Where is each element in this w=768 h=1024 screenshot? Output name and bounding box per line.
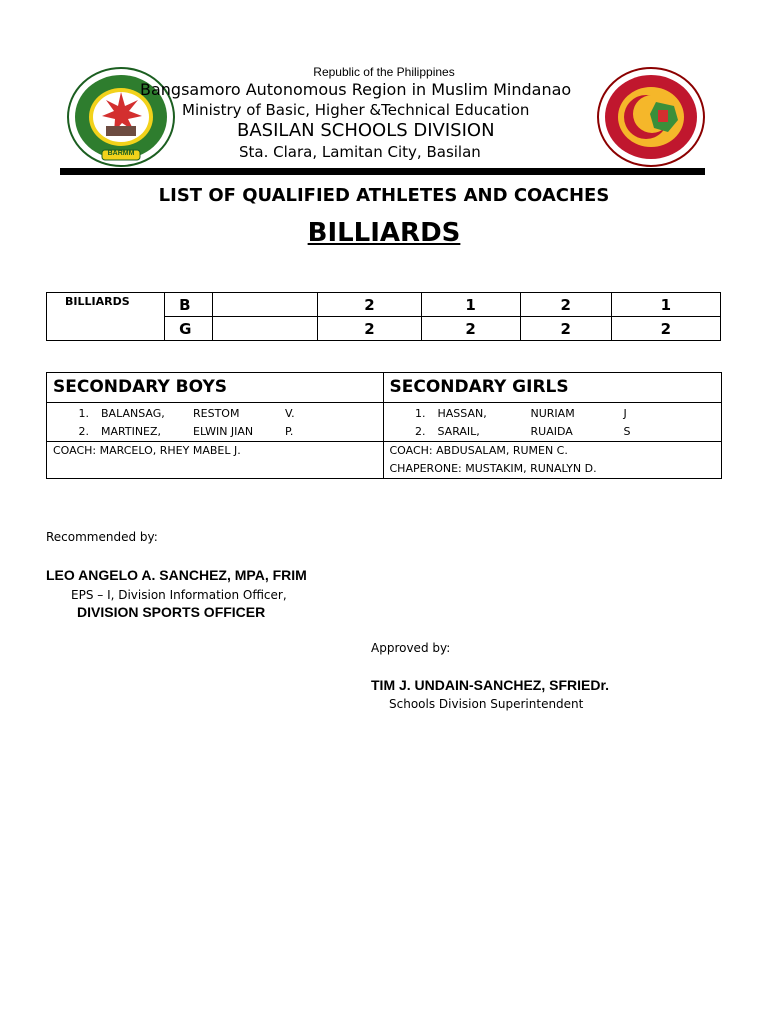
list-item: [384, 422, 722, 440]
header-region: Bangsamoro Autonomous Region in Muslim Mindanao: [140, 80, 572, 99]
quota-cell: 2: [318, 317, 421, 341]
quota-cell: 2: [611, 317, 720, 341]
athlete-middle-initial: J: [623, 406, 627, 420]
quota-row-boys: [47, 293, 721, 317]
boys-athlete-list: [47, 403, 384, 442]
header-ministry: Ministry of Basic, Higher &Technical Education: [182, 101, 530, 119]
quota-cell: 2: [421, 317, 520, 341]
document-subtitle: BILLIARDS: [307, 218, 461, 248]
boys-coach-cell: [47, 442, 384, 479]
approver-name: TIM J. UNDAIN-SANCHEZ, SFRIEDr.: [371, 677, 610, 693]
athlete-first-name: ELWIN JIAN: [193, 424, 254, 438]
recommended-label: Recommended by:: [46, 530, 158, 544]
athlete-middle-initial: V.: [285, 406, 295, 420]
quota-cell: 2: [318, 293, 421, 317]
girls-coach: COACH: ABDUSALAM, RUMEN C.: [389, 444, 568, 457]
header-address: Sta. Clara, Lamitan City, Basilan: [239, 143, 481, 161]
recommender-suffix: , MPA, FRIM: [226, 567, 307, 583]
athlete-middle-initial: S: [623, 424, 631, 438]
quota-cell: 2: [520, 317, 611, 341]
approved-label: Approved by:: [371, 641, 451, 655]
list-item: [47, 422, 383, 440]
header-division: BASILAN SCHOOLS DIVISION: [237, 120, 495, 141]
quota-cell: 1: [611, 293, 720, 317]
girls-athlete-list: [383, 403, 722, 442]
athlete-last-name: BALANSAG,: [101, 406, 165, 420]
basilan-division-seal-logo: [596, 66, 706, 168]
approver-title: Schools Division Superintendent: [389, 697, 584, 711]
athlete-last-name: SARAIL,: [437, 424, 480, 438]
athlete-last-name: MARTINEZ,: [101, 424, 162, 438]
athlete-number: 2.: [415, 424, 426, 438]
athlete-middle-initial: P.: [285, 424, 294, 438]
athlete-last-name: HASSAN,: [437, 406, 487, 420]
quota-sport-label: BILLIARDS: [47, 293, 165, 341]
boys-coach: COACH: MARCELO, RHEY MABEL J.: [53, 444, 241, 457]
recommender-name-line: [46, 567, 307, 583]
boys-heading: SECONDARY BOYS: [47, 373, 384, 403]
athlete-number: 1.: [78, 406, 89, 420]
athlete-first-name: NURIAM: [530, 406, 575, 420]
girls-chaperone: CHAPERONE: MUSTAKIM, RUNALYN D.: [389, 462, 597, 475]
left-logo-banner: BARMM: [107, 150, 135, 157]
header-republic: Republic of the Philippines: [313, 65, 455, 79]
quota-table: [46, 292, 721, 341]
quota-cell: 2: [520, 293, 611, 317]
header-rule: [60, 168, 705, 175]
recommender-title-1: EPS – I, Division Information Officer,: [71, 588, 287, 602]
recommender-title-2: DIVISION SPORTS OFFICER: [77, 604, 266, 620]
athlete-number: 1.: [415, 406, 426, 420]
girls-heading: SECONDARY GIRLS: [383, 373, 722, 403]
quota-cell: [213, 293, 318, 317]
recommender-name: LEO ANGELO A. SANCHEZ: [46, 567, 227, 583]
quota-cell: [213, 317, 318, 341]
athlete-first-name: RUAIDA: [530, 424, 573, 438]
athlete-first-name: RESTOM: [193, 406, 240, 420]
quota-gender-cell: G: [165, 317, 213, 341]
quota-cell: 1: [421, 293, 520, 317]
list-item: [384, 404, 722, 422]
document-title: LIST OF QUALIFIED ATHLETES AND COACHES: [158, 185, 610, 206]
girls-coach-cell: [383, 442, 722, 479]
roster-table: [46, 372, 722, 479]
athlete-number: 2.: [78, 424, 89, 438]
quota-gender-cell: B: [165, 293, 213, 317]
list-item: [47, 404, 383, 422]
